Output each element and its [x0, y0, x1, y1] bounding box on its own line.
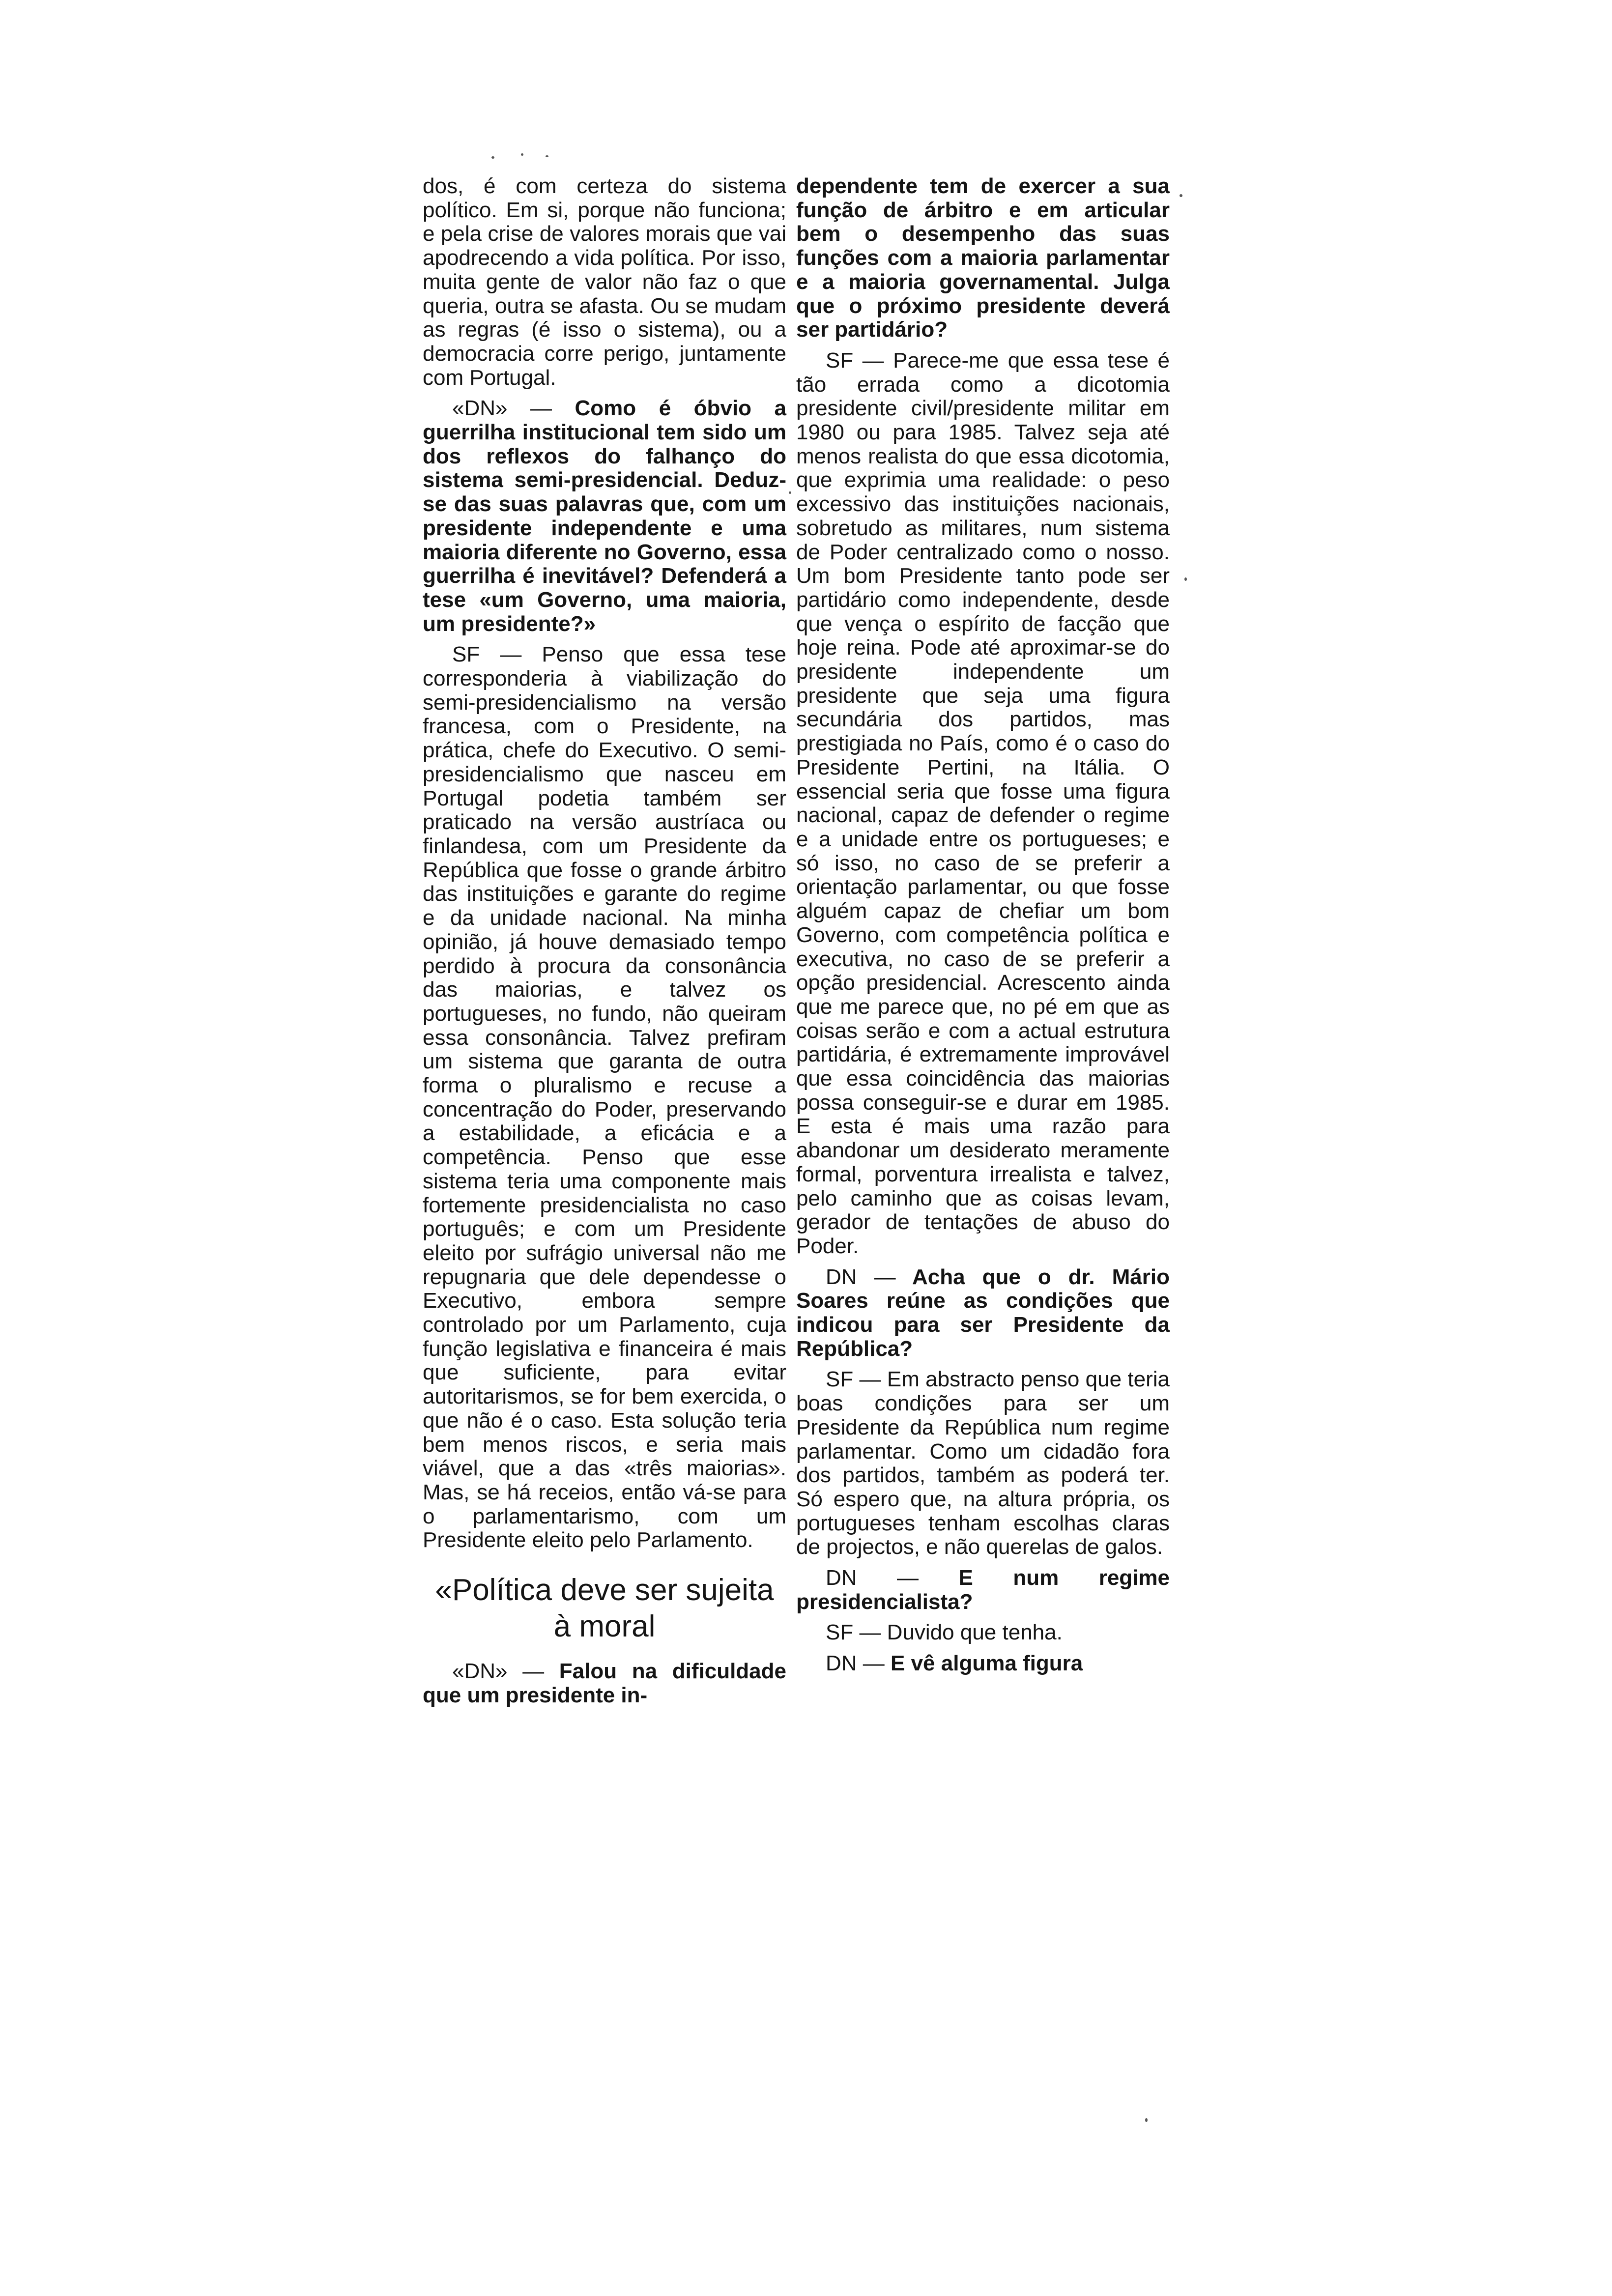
section-subheading: «Política deve ser sujeita à moral: [435, 1573, 774, 1644]
scan-speck: [1180, 194, 1182, 197]
scan-speck: [1145, 2118, 1148, 2122]
question-speaker: DN —: [826, 1651, 885, 1676]
question-paragraph: [796, 1265, 1170, 1361]
question-paragraph: [423, 397, 786, 636]
question-paragraph: [796, 1652, 1170, 1676]
answer-paragraph: SF — Em abstracto penso que teria boas condições para ser um Presidente da República num regime parlamentar. Como um cidadão fora dos partidos, também as poderá ter. Só espero que, na altura própria, os portugueses tenham escolhas claras de projectos, e não querelas de galos.: [796, 1367, 1170, 1559]
question-speaker: DN —: [826, 1264, 896, 1289]
scan-speck: [546, 155, 548, 157]
article-column-left: [423, 174, 786, 1707]
scan-speck: [789, 491, 791, 494]
question-paragraph: [423, 1660, 786, 1707]
question-text: E vê alguma figura: [891, 1651, 1083, 1676]
question-text: E num regime presidencialista?: [796, 1566, 1170, 1614]
answer-paragraph: SF — Penso que essa tese corresponderia à viabilização do semi-presidencialismo na versão francesa, com o Presidente, na prática, chefe do Executivo. O semi-presidencialismo que nasceu em Portugal podetia também ser praticado na versão austríaca ou finlandesa, com um Presidente da República que fosse o grande árbitro das instituições e garante do regime e da unidade nacional. Na minha opinião, já houve demasiado tempo perdido à procura da consonância das maiorias, e talvez os portugueses, no fundo, não queiram essa consonância. Talvez prefiram um sistema que garanta de outra forma o pluralismo e recuse a concentração do Poder, preservando a estabilidade, a eficácia e a competência. Penso que esse sistema teria uma componente mais fortemente presidencialista no caso português; e com um Presidente eleito por sufrágio universal não me repugnaria que dele dependesse o Executivo, embora sempre controlado por um Parlamento, cuja função legislativa e financeira é mais que suficiente, para evitar autoritarismos, se for bem exercida, o que não é o caso. Esta solução teria bem menos riscos, e seria mais viável, que a das «três maiorias». Mas, se há receios, então vá-se para o parlamentarismo, com um Presidente eleito pelo Parlamento.: [423, 642, 786, 1552]
question-text: Falou na dificuldade que um presidente in-: [423, 1659, 787, 1707]
question-text: Acha que o dr. Mário Soares reúne as condições que indicou para ser Presidente da República?: [796, 1264, 1170, 1361]
scan-speck: [521, 153, 523, 156]
scan-speck: [491, 156, 494, 159]
question-speaker: «DN» —: [452, 1659, 545, 1684]
question-speaker: DN —: [826, 1566, 919, 1590]
article-column-right: [796, 174, 1170, 1676]
answer-paragraph: SF — Duvido que tenha.: [826, 1620, 1063, 1645]
scan-speck: [1184, 577, 1187, 581]
answer-paragraph: SF — Parece-me que essa tese é tão errada como a dicotomia presidente civil/presidente militar em 1980 ou para 1985. Talvez seja até menos realista do que essa dicotomia, que exprimia uma realidade: o peso excessivo das instituições nacionais, sobretudo as militares, num sistema de Poder centralizado como o nosso. Um bom Presidente tanto pode ser partidário como independente, desde que vença o espírito de facção que hoje reina. Pode até aproximar-se do presidente independente um presidente que seja uma figura secundária dos partidos, mas prestigiada no País, como é o caso do Presidente Pertini, na Itália. O essencial seria que fosse uma figura nacional, capaz de defender o regime e a unidade entre os portugueses; e só isso, no caso de se preferir a orientação parlamentar, ou que fosse alguém capaz de chefiar um bom Governo, com competência política e executiva, no caso de se preferir a opção presidencial. Acrescento ainda que me parece que, no pé em que as coisas serão e com a actual estrutura partidária, é extremamente improvável que essa coincidência das maiorias possa conseguir-se e durar em 1985. E esta é mais uma razão para abandonar um desiderato meramente formal, porventura irrealista e talvez, pelo caminho que as coisas levam, gerador de tentações de abuso do Poder.: [796, 348, 1170, 1258]
answer-paragraph: dos, é com certeza do sistema político. Em si, porque não funciona; e pela crise de valores morais que vai apodrecendo a vida política. Por isso, muita gente de valor não faz o que queria, outra se afasta. Ou se mudam as regras (é isso o sistema), ou a democracia corre perigo, juntamente com Portugal.: [423, 174, 786, 390]
question-continuation: dependente tem de exercer a sua função de árbitro e em articular bem o desempenho das suas funções com a maioria parlamentar e a maioria governamental. Julga que o próximo presidente deverá ser partidário?: [796, 174, 1170, 342]
question-paragraph: [796, 1566, 1170, 1614]
question-text: Como é óbvio a guerrilha institucional tem sido um dos reflexos do falhanço do sistema semi-presidencial. Deduz-se das suas palavras que, com um presidente independente e uma maioria diferente no Governo, essa guerrilha é inevitável? Defenderá a tese «um Governo, uma maioria, um presidente?»: [423, 396, 786, 636]
question-speaker: «DN» —: [452, 396, 552, 421]
